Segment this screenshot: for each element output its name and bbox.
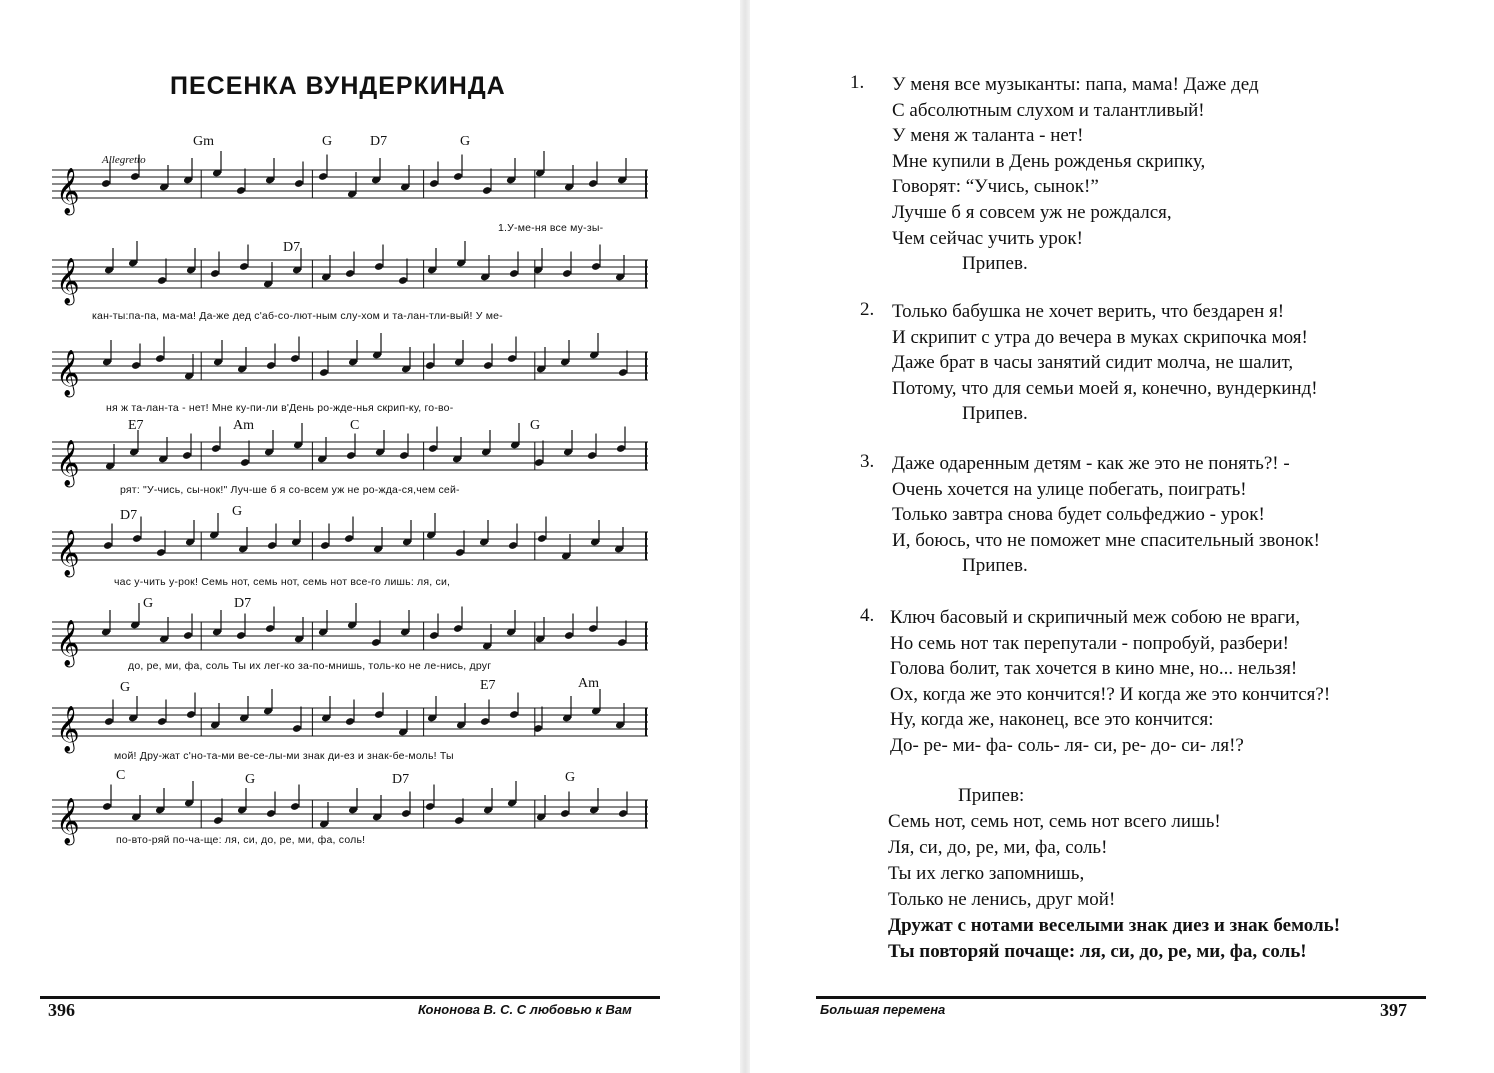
music-system-7 [40,670,660,762]
lyric-line: по-вто-ряй по-ча-ще: ля, си, до, ре, ми, фа, соль! [116,834,366,846]
verse-line: У меня ж таланта - нет! [892,125,1084,147]
running-footer: Большая перемена [820,1002,946,1017]
song-title: ПЕСЕНКА ВУНДЕРКИНДА [170,72,506,100]
lyric-line: кан-ты:па-па, ма-ма! Да-же дед с'аб-со-лют-ным слу-хом и та-лан-тли-вый! У ме- [92,310,503,322]
verse-4 [890,605,1330,759]
refrain-marker: Припев. [962,253,1028,275]
verse-1 [892,72,1259,277]
music-staff [50,240,650,310]
verse-line: Ключ басовый и скрипичный меж собою не враги, [890,607,1300,628]
verse-2 [892,299,1318,427]
book-gutter [740,0,750,1073]
chord-symbol: G [565,770,576,785]
chord-symbol: G [143,596,154,611]
verse-line: До- ре- ми- фа- соль- ля- си, ре- до- си- ля!? [890,734,1244,756]
lyric-line: до, ре, ми, фа, соль Ты их лег-ко за-по-мнишь, толь-ко не ле-нись, друг [128,660,492,672]
lyric-line: ня ж та-лан-та - нет! Мне ку-пи-ли в'День ро-жде-нья скрип-ку, го-во- [106,402,454,414]
lyric-line: 1.У-ме-ня все му-зы- [498,222,604,234]
verse-line: Но семь нот так перепутали - попробуй, разбери! [890,632,1289,654]
treble-clef-icon: 𝄞 [56,258,80,304]
chorus-line: Ты повторяй почаще: ля, си, до, ре, ми, фа, соль! [888,941,1307,962]
treble-clef-icon: 𝄞 [56,350,80,396]
verse-number: 1. [850,72,865,93]
verse-number: 2. [860,299,875,320]
chord-symbol: Gm [193,134,214,149]
chord-symbol: D7 [283,240,301,255]
chord-symbol: E7 [128,418,144,433]
verse-line: Лучше б я совсем уж не рождался, [892,201,1172,223]
verse-line: Даже одаренным детям - как же это не понять?! - [892,453,1290,474]
chord-symbol: D7 [120,508,138,523]
right-page [750,0,1494,1073]
chorus-label: Припев: [958,785,1025,806]
lyric-line: мой! Дру-жат с'но-та-ми ве-се-лы-ми знак ди-ез и знак-бе-моль! Ты [114,750,454,762]
treble-clef-icon: 𝄞 [56,620,80,666]
music-system-3 [40,314,660,414]
lyric-line: рят: "У-чись, сы-нок!" Луч-ше б я со-всем уж не ро-жда-ся,чем сей- [120,484,460,496]
treble-clef-icon: 𝄞 [56,706,80,752]
running-footer: Кононова В. С. С любовью к Вам [418,1002,632,1017]
music-system-4 [40,404,660,496]
chorus-line: Ля, си, до, ре, ми, фа, соль! [888,837,1108,858]
verse-3 [892,451,1320,579]
music-system-2 [40,222,660,322]
verse-line: Очень хочется на улице побегать, поиграть! [892,478,1247,500]
treble-clef-icon: 𝄞 [56,798,80,844]
music-system-1 [40,132,660,234]
music-system-6 [40,584,660,676]
chord-symbol: G [530,418,541,433]
verse-line: Ну, когда же, наконец, все это кончится: [890,709,1214,731]
music-staff [50,422,650,492]
refrain-marker: Припев. [962,403,1028,425]
tempo-marking: Allegretto [102,154,146,166]
verse-number: 4. [860,605,875,626]
verse-line: Даже брат в часы занятий сидит молча, не шалит, [892,352,1294,374]
verse-line: Чем сейчас учить урок! [892,227,1083,249]
chord-symbol: G [232,504,243,519]
chorus-line: Ты их легко запомнишь, [888,863,1085,884]
lyric-line: час у-чить у-рок! Семь нот, семь нот, семь нот все-го лишь: ля, си, [114,576,451,588]
verse-line: У меня все музыканты: папа, мама! Даже дед [892,74,1259,95]
footer-rule [816,996,1426,999]
chorus-block [888,783,1340,965]
chorus-line: Только не ленись, друг мой! [888,889,1116,910]
verse-line: И скрипит с утра до вечера в муках скрипочка моя! [892,326,1308,348]
verse-line: Только завтра снова будет сольфеджио - урок! [892,504,1265,526]
chord-symbol: G [120,680,131,695]
chord-symbol: C [350,418,360,433]
music-system-5 [40,494,660,586]
chord-symbol: G [245,772,256,787]
music-staff [50,332,650,402]
treble-clef-icon: 𝄞 [56,530,80,576]
chord-symbol: D7 [392,772,410,787]
verse-line: Голова болит, так хочется в кино мне, но... нельзя! [890,658,1298,680]
footer-rule [40,996,660,999]
refrain-marker: Припев. [962,555,1028,577]
chord-symbol: Am [233,418,254,433]
verse-line: Потому, что для семьи моей я, конечно, вундеркинд! [892,377,1318,399]
verse-line: Только бабушка не хочет верить, что бездарен я! [892,301,1285,322]
chorus-line: Дружат с нотами веселыми знак диез и знак бемоль! [888,915,1341,936]
chorus-line: Семь нот, семь нот, семь нот всего лишь! [888,811,1221,832]
verse-line: С абсолютным слухом и талантливый! [892,99,1205,121]
verse-number: 3. [860,451,875,472]
chord-symbol: G [460,134,471,149]
page-number: 396 [48,1000,75,1020]
chord-symbol: Am [578,676,599,691]
chord-symbol: D7 [370,134,388,149]
chord-symbol: E7 [480,678,496,693]
verse-line: Мне купили в День рожденья скрипку, [892,150,1206,172]
music-staff [50,512,650,582]
chord-symbol: C [116,768,126,783]
music-system-8 [40,762,660,854]
music-staff [50,688,650,758]
treble-clef-icon: 𝄞 [56,440,80,486]
page-number: 397 [1380,1000,1407,1020]
verse-line: Говорят: “Учись, сынок!” [892,176,1099,198]
chord-symbol: G [322,134,333,149]
chord-symbol: D7 [234,596,252,611]
verse-line: Ох, когда же это кончится!? И когда же это кончится?! [890,683,1331,705]
treble-clef-icon: 𝄞 [56,168,80,214]
verse-line: И, боюсь, что не поможет мне спасительный звонок! [892,529,1320,551]
left-page [0,0,740,1073]
music-staff [50,150,650,220]
